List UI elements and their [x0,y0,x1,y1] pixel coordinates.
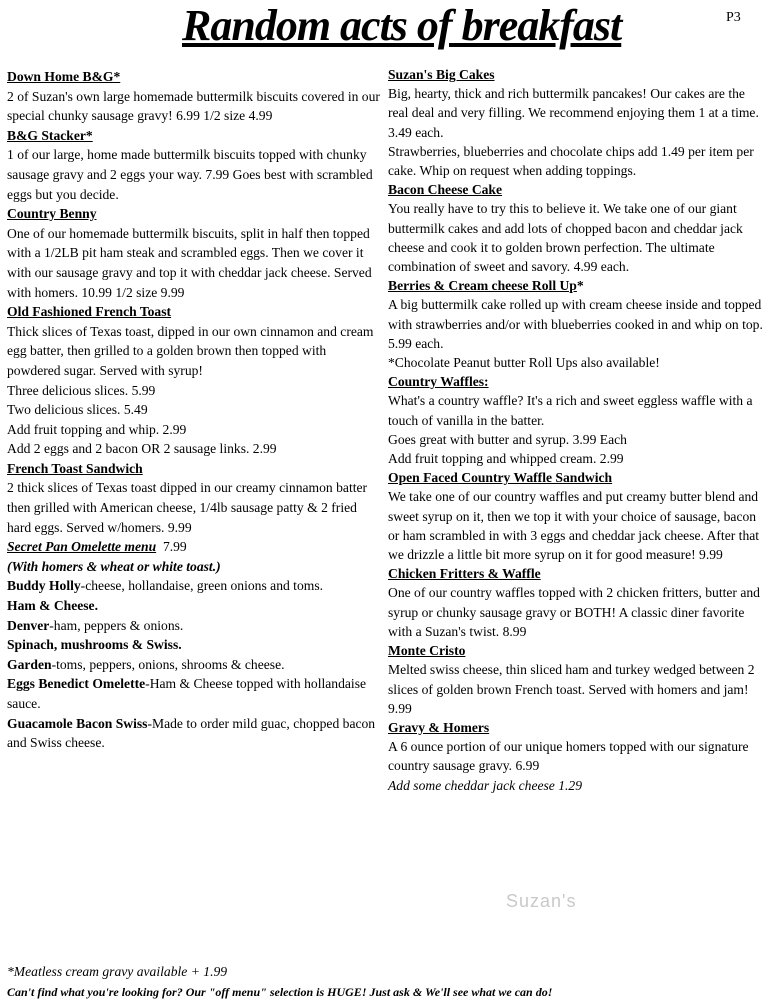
item-title: Old Fashioned French Toast [7,304,172,320]
omelette-heading [7,537,383,557]
omelette-name: Buddy Holly [7,578,81,594]
item-title: Suzan's Big Cakes [388,67,495,82]
item-title: French Toast Sandwich [7,460,143,476]
price-line: Add 2 eggs and 2 bacon OR 2 sausage links. 2.99 [7,441,277,457]
omelette-desc: -cheese, hollandaise, green onions and toms. [80,578,324,594]
item-desc: One of our country waffles topped with 2 chicken fritters, butter and syrup or chunky sausage gravy or BOTH! A classic diner favorite with a Suzan's twist. 8.99 [388,585,760,639]
item-addon: Strawberries, blueberries and chocolate chips add 1.49 per item per cake. Whip on request when adding toppings. [388,143,754,179]
omelette-item [7,596,383,616]
omelette-desc: -Ham & Cheese topped with hollandaise sauce. [7,676,367,711]
item-title: Country Benny [7,206,97,222]
item-desc: A big buttermilk cake rolled up with cream cheese inside and topped with strawberries and/or with blueberries cooked in and whip on top. 5.99 each. [388,297,763,351]
item-title: Berries & Cream cheese Roll Up [388,278,577,294]
item-desc: Thick slices of Texas toast, dipped in our own cinnamon and cream egg batter, then grilled to a golden brown then topped with powdered sugar. Served with syrup! [7,323,374,378]
menu-item [7,126,383,204]
item-desc: One of our homemade buttermilk biscuits, split in half then topped with a 1/2LB pit ham steak and scrambled eggs. Then we cover it with our sausage gravy and top it with cheddar jack cheese. Served with homers. 10.99 1/2 size 9.99 [7,225,372,300]
omelette-name: Eggs Benedict Omelette [7,676,146,692]
page-title: Random acts of breakfast [182,1,622,50]
item-desc: 1 of our large, home made buttermilk biscuits topped with chunky sausage gravy and 2 eggs your way. 7.99 Goes best with scrambled eggs but you decide. [7,147,373,202]
item-desc: 2 of Suzan's own large homemade buttermilk biscuits covered in our special chunky sausage gravy! 6.99 1/2 size 4.99 [7,88,380,124]
item-heading [388,276,764,295]
item-note: *Chocolate Peanut butter Roll Ups also available! [388,355,660,371]
menu-item [388,276,764,372]
item-title: Chicken Fritters & Waffle [388,566,541,582]
price-line: Goes great with butter and syrup. 3.99 Each [388,431,627,447]
menu-item [7,67,383,126]
menu-item [388,718,764,795]
item-title: Down Home B&G* [7,69,121,84]
menu-item [388,180,764,276]
omelette-name: Guacamole Bacon Swiss [7,715,148,731]
omelette-name: Garden [7,656,52,672]
price-line: Add fruit topping and whip. 2.99 [7,421,187,437]
page-number: P3 [726,10,741,25]
omelette-desc: -toms, peppers, onions, shrooms & cheese. [51,656,285,672]
item-desc: Melted swiss cheese, thin sliced ham and turkey wedged between 2 slices of golden brown French toast. Served with homers and jam! 9.99 [388,662,755,716]
price-line: Two delicious slices. 5.49 [7,402,148,418]
omelette-price: 7.99 [162,539,187,555]
item-desc: 2 thick slices of Texas toast dipped in our creamy cinnamon batter then grilled with American cheese, 1/4lb sausage patty & 2 fried hard eggs. Served w/homers. 9.99 [7,480,368,535]
item-desc: What's a country waffle? It's a rich and sweet eggless waffle with a touch of vanilla in the batter. [388,393,753,428]
item-title: B&G Stacker* [7,127,93,143]
menu-item [388,641,764,718]
menu-item [388,65,764,180]
left-column [7,67,383,753]
omelette-desc: -ham, peppers & onions. [49,617,184,633]
right-column [388,65,764,795]
item-desc: A 6 ounce portion of our unique homers topped with our signature country sausage gravy. 6.99 [388,739,749,774]
omelette-section [7,537,383,753]
omelette-item [7,616,383,636]
item-title: Country Waffles: [388,374,489,390]
omelette-desc: -Made to order mild guac, chopped bacon and Swiss cheese. [7,715,376,751]
footer-tagline: Can't find what you're looking for? Our "off menu" selection is HUGE! Just ask & We'll see what we can do! [7,985,553,999]
item-title: Secret Pan Omelette menu [7,539,157,555]
item-desc: You really have to try this to believe it. We take one of our giant buttermilk cakes and add lots of chopped bacon and cheddar jack cheese and cook it to golden brown perfection. The ultimate combination of sweet and savory. 4.99 each. [388,201,743,275]
menu-item [388,564,764,641]
omelette-item [7,576,383,596]
item-title: Gravy & Homers [388,719,490,735]
omelette-note: (With homers & wheat or white toast.) [7,558,221,574]
asterisk-mark: * [576,278,584,294]
item-desc: We take one of our country waffles and put creamy butter blend and sweet syrup on it, then we top it with your choice of sausage, bacon or ham scrambled in with 3 eggs and cheddar jack cheese. After that we drizzle a little bit more syrup on it for good measure! 9.99 [388,489,760,563]
menu-item [7,302,383,459]
price-line: Add fruit topping and whipped cream. 2.99 [388,451,624,467]
item-title: Open Faced Country Waffle Sandwich [388,470,613,486]
menu-item [388,468,764,564]
item-desc: Big, hearty, thick and rich buttermilk pancakes! Our cakes are the real deal and very filling. We recommend enjoying them 1 at a time. 3.49 each. [388,86,759,140]
price-line: Three delicious slices. 5.99 [7,382,156,398]
item-title: Monte Cristo [388,643,466,659]
omelette-name: Denver [7,617,50,633]
menu-item [7,459,383,537]
item-title: Bacon Cheese Cake [388,182,503,198]
omelette-item [7,635,383,655]
item-addon: Add some cheddar jack cheese 1.29 [388,777,583,793]
omelette-item [7,655,383,675]
watermark-stamp: Suzan's [506,891,577,911]
menu-item [7,204,383,302]
menu-item [388,372,764,468]
omelette-item [7,714,383,753]
footer-note: *Meatless cream gravy available + 1.99 [7,964,228,979]
omelette-name: Spinach, mushrooms & Swiss. [7,637,182,653]
omelette-name: Ham & Cheese. [7,598,98,614]
omelette-item [7,674,383,713]
